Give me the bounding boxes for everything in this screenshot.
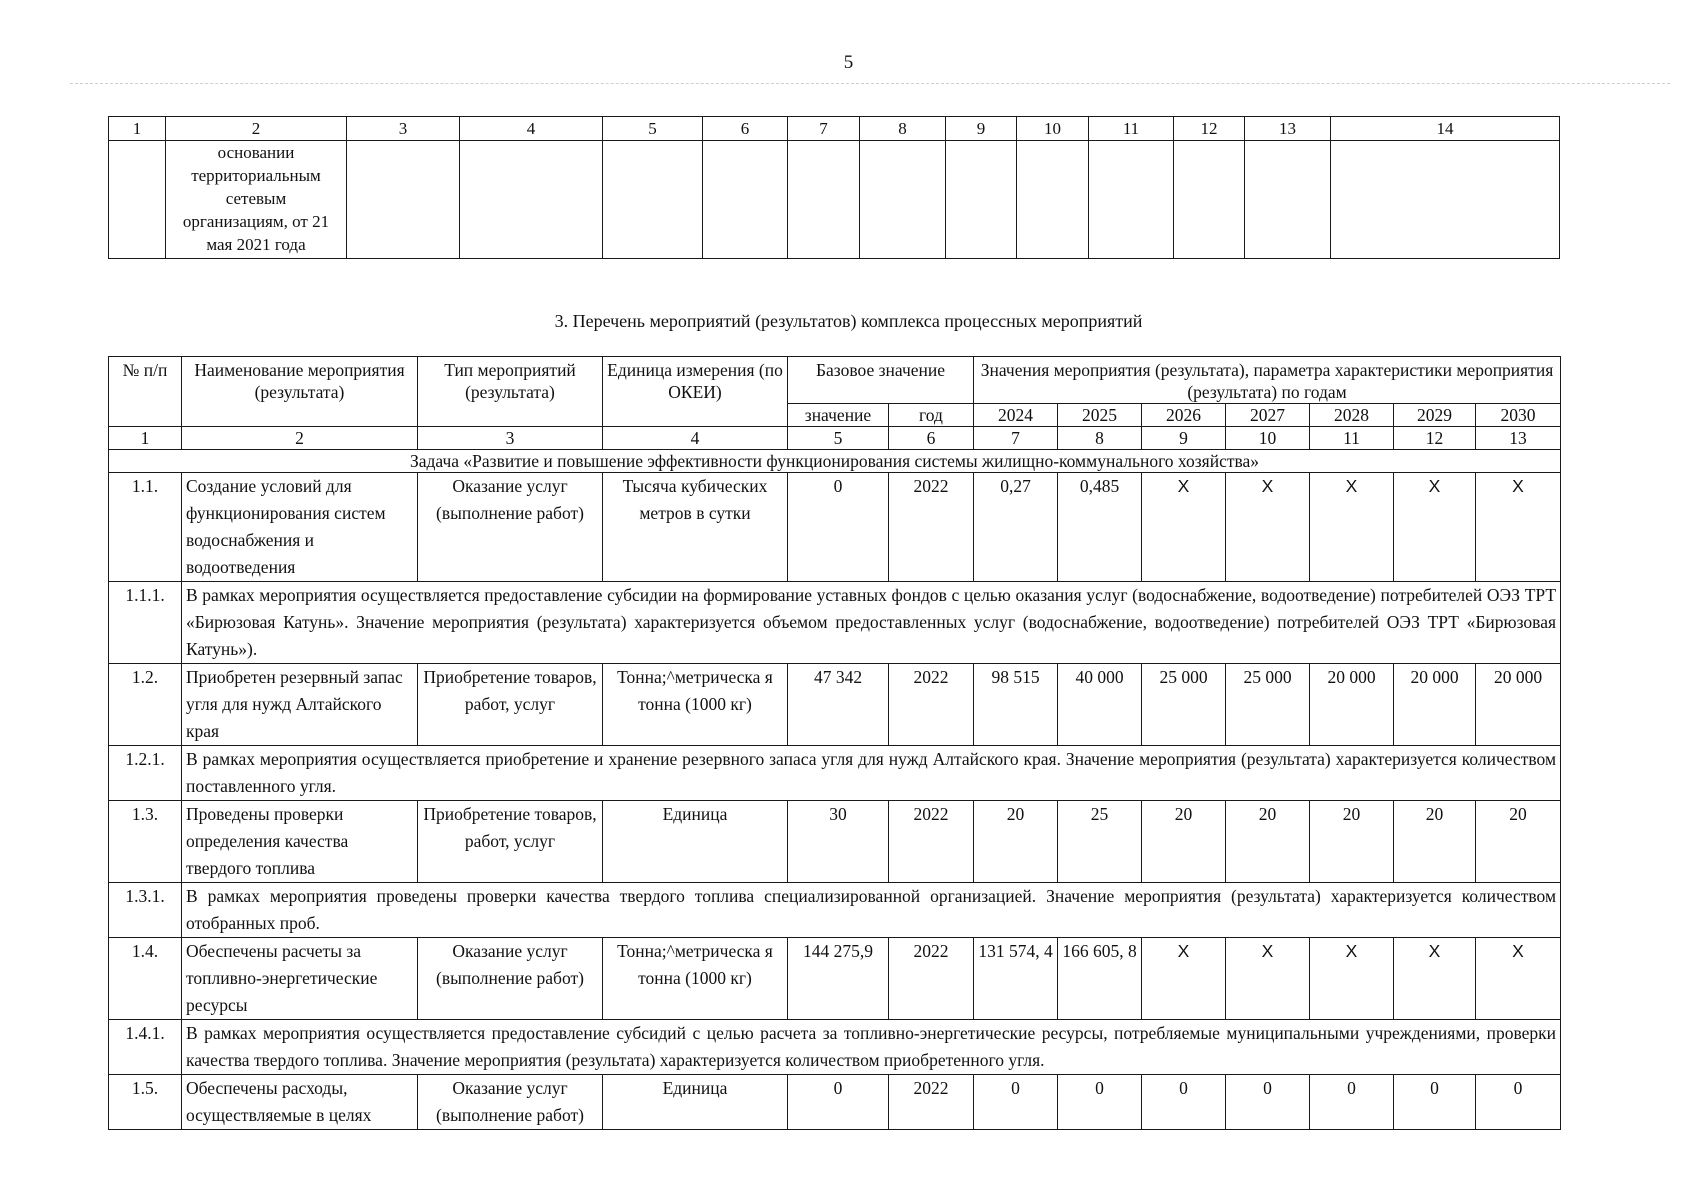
col-number: 6 (889, 427, 974, 450)
table-row (109, 664, 1561, 746)
row-type: Оказание услуг (выполнение работ) (418, 938, 603, 1020)
row-value: 20 (1476, 801, 1561, 883)
row-description: В рамках мероприятия проведены проверки качества твердого топлива специализированной организацией. Значение мероприятия (результата) характеризуется количеством отобранных проб. (182, 883, 1561, 938)
row-num: 1.4.1. (109, 1020, 182, 1075)
row-name: Проведены проверки определения качества твердого топлива (182, 801, 418, 883)
row-value: 0 (1058, 1075, 1142, 1130)
row-value: 25 000 (1142, 664, 1226, 746)
header-num: № п/п (109, 357, 182, 427)
continuation-header-row (109, 117, 1560, 141)
row-value: 20 (974, 801, 1058, 883)
row-description: В рамках мероприятия осуществляется приобретение и хранение резервного запаса угля для нужд Алтайского края. Значение мероприятия (результата) характеризуется количеством поставленного угля. (182, 746, 1561, 801)
table-cell (1245, 141, 1331, 259)
table-cell (1174, 141, 1245, 259)
description-row (109, 582, 1561, 664)
row-value: 0,485 (1058, 473, 1142, 582)
row-value: X (1394, 473, 1476, 582)
description-row (109, 746, 1561, 801)
cont-line: мая 2021 года (206, 235, 306, 254)
header-year: 2026 (1142, 404, 1226, 427)
col-number: 8 (1058, 427, 1142, 450)
col-number: 13 (1245, 117, 1331, 141)
col-number: 11 (1310, 427, 1394, 450)
col-number: 8 (860, 117, 946, 141)
row-value: 20 (1310, 801, 1394, 883)
table-row (109, 473, 1561, 582)
table-cell (703, 141, 788, 259)
col-number: 9 (1142, 427, 1226, 450)
row-base-value: 144 275,9 (788, 938, 889, 1020)
row-type: Оказание услуг (выполнение работ) (418, 473, 603, 582)
table-row (109, 1075, 1561, 1130)
col-number: 3 (347, 117, 460, 141)
row-name: Обеспечены расчеты за топливно-энергетические ресурсы (182, 938, 418, 1020)
col-number: 5 (788, 427, 889, 450)
col-number: 10 (1017, 117, 1089, 141)
row-unit: Тонна;^метрическа я тонна (1000 кг) (603, 938, 788, 1020)
row-value: 40 000 (1058, 664, 1142, 746)
row-base-value: 0 (788, 1075, 889, 1130)
col-number: 6 (703, 117, 788, 141)
row-num: 1.5. (109, 1075, 182, 1130)
col-number: 14 (1331, 117, 1560, 141)
row-value: 20 000 (1476, 664, 1561, 746)
row-value: X (1394, 938, 1476, 1020)
cont-line: основании (217, 143, 295, 162)
col-number: 3 (418, 427, 603, 450)
col-number: 10 (1226, 427, 1310, 450)
row-value: X (1310, 938, 1394, 1020)
col-number: 4 (460, 117, 603, 141)
row-name: Приобретен резервный запас угля для нужд Алтайского края (182, 664, 418, 746)
row-base-value: 47 342 (788, 664, 889, 746)
continuation-row (109, 141, 1560, 259)
row-type: Приобретение товаров, работ, услуг (418, 664, 603, 746)
header-year: 2024 (974, 404, 1058, 427)
row-value: 0,27 (974, 473, 1058, 582)
col-number: 5 (603, 117, 703, 141)
row-unit: Тысяча кубических метров в сутки (603, 473, 788, 582)
header-row (109, 357, 1561, 404)
row-base-year: 2022 (889, 938, 974, 1020)
row-value: 0 (1226, 1075, 1310, 1130)
row-value: X (1226, 473, 1310, 582)
header-type: Тип мероприятий (результата) (418, 357, 603, 427)
header-year: 2028 (1310, 404, 1394, 427)
row-value: 25 000 (1226, 664, 1310, 746)
table-cell (1089, 141, 1174, 259)
col-number: 13 (1476, 427, 1561, 450)
col-number: 4 (603, 427, 788, 450)
row-base-year: 2022 (889, 1075, 974, 1130)
header-base-value: значение (788, 404, 889, 427)
row-base-value: 0 (788, 473, 889, 582)
row-value: X (1476, 938, 1561, 1020)
cont-line: территориальным (191, 166, 321, 185)
row-value: 20 (1142, 801, 1226, 883)
col-number: 12 (1174, 117, 1245, 141)
row-value: X (1142, 938, 1226, 1020)
row-value: 0 (974, 1075, 1058, 1130)
header-unit: Единица измерения (по ОКЕИ) (603, 357, 788, 427)
row-value: 0 (1310, 1075, 1394, 1130)
header-base-year: год (889, 404, 974, 427)
header-year: 2027 (1226, 404, 1310, 427)
task-title: Задача «Развитие и повышение эффективности функционирования системы жилищно-коммунального хозяйства» (109, 450, 1561, 473)
table-cell (347, 141, 460, 259)
row-num: 1.1.1. (109, 582, 182, 664)
task-row (109, 450, 1561, 473)
description-row (109, 1020, 1561, 1075)
table-cell (460, 141, 603, 259)
table-cell (603, 141, 703, 259)
table-cell (946, 141, 1017, 259)
page-number: 5 (843, 52, 854, 73)
row-value: 20 000 (1394, 664, 1476, 746)
activities-table (108, 356, 1561, 1130)
table-cell (1331, 141, 1560, 259)
header-base: Базовое значение (788, 357, 974, 404)
header-year: 2025 (1058, 404, 1142, 427)
col-number: 9 (946, 117, 1017, 141)
col-number: 1 (109, 117, 166, 141)
row-value: 20 (1394, 801, 1476, 883)
row-num: 1.1. (109, 473, 182, 582)
table-row (109, 801, 1561, 883)
continuation-table (108, 116, 1560, 259)
row-unit: Единица (603, 1075, 788, 1130)
row-type: Оказание услуг (выполнение работ) (418, 1075, 603, 1130)
col-number: 11 (1089, 117, 1174, 141)
row-value: 20 (1226, 801, 1310, 883)
header-values: Значения мероприятия (результата), параметра характеристики мероприятия (результата) по годам (974, 357, 1561, 404)
row-value: X (1476, 473, 1561, 582)
row-num: 1.3. (109, 801, 182, 883)
row-base-year: 2022 (889, 473, 974, 582)
header-name: Наименование мероприятия (результата) (182, 357, 418, 427)
table-cell (1017, 141, 1089, 259)
row-value: 131 574, 4 (974, 938, 1058, 1020)
row-name: Создание условий для функционирования систем водоснабжения и водоотведения (182, 473, 418, 582)
row-value: X (1310, 473, 1394, 582)
row-num: 1.2.1. (109, 746, 182, 801)
row-num: 1.3.1. (109, 883, 182, 938)
col-number: 7 (974, 427, 1058, 450)
row-value: 20 000 (1310, 664, 1394, 746)
row-value: X (1142, 473, 1226, 582)
col-number: 1 (109, 427, 182, 450)
row-value: 0 (1142, 1075, 1226, 1130)
header-year: 2030 (1476, 404, 1561, 427)
row-base-year: 2022 (889, 801, 974, 883)
row-name: Обеспечены расходы, осуществляемые в целях (182, 1075, 418, 1130)
cont-line: организациям, от 21 (182, 212, 330, 231)
row-value: 25 (1058, 801, 1142, 883)
row-base-value: 30 (788, 801, 889, 883)
row-description: В рамках мероприятия осуществляется предоставление субсидии на формирование уставных фондов с целью оказания услуг (водоснабжение, водоотведение) потребителей ОЭЗ ТРТ «Бирюзовая Катунь». Значение мероприятия (результата) характеризуется объемом предоставленных услуг (водоснабжение, водоотведение) потребителей ОЭЗ ТРТ «Бирюзовая Катунь»). (182, 582, 1561, 664)
continuation-text-cell (166, 141, 347, 259)
table-cell (860, 141, 946, 259)
row-num: 1.4. (109, 938, 182, 1020)
row-value: 98 515 (974, 664, 1058, 746)
table-row (109, 938, 1561, 1020)
row-description: В рамках мероприятия осуществляется предоставление субсидий с целью расчета за топливно-энергетические ресурсы, потребляемые муниципальными учреждениями, проверки качества твердого топлива. Значение мероприятия (результата) характеризуется количеством приобретенного угля. (182, 1020, 1561, 1075)
row-value: 166 605, 8 (1058, 938, 1142, 1020)
col-number: 2 (182, 427, 418, 450)
row-unit: Единица (603, 801, 788, 883)
col-number: 7 (788, 117, 860, 141)
row-type: Приобретение товаров, работ, услуг (418, 801, 603, 883)
row-value: X (1226, 938, 1310, 1020)
col-number: 2 (166, 117, 347, 141)
header-year: 2029 (1394, 404, 1476, 427)
row-value: 0 (1476, 1075, 1561, 1130)
section-title: 3. Перечень мероприятий (результатов) комплекса процессных мероприятий (554, 311, 1143, 331)
scan-artifact-line (70, 83, 1670, 84)
row-value: 0 (1394, 1075, 1476, 1130)
table-cell (109, 141, 166, 259)
row-num: 1.2. (109, 664, 182, 746)
row-base-year: 2022 (889, 664, 974, 746)
column-number-row (109, 427, 1561, 450)
table-cell (788, 141, 860, 259)
row-unit: Тонна;^метрическа я тонна (1000 кг) (603, 664, 788, 746)
description-row (109, 883, 1561, 938)
col-number: 12 (1394, 427, 1476, 450)
cont-line: сетевым (225, 189, 287, 208)
